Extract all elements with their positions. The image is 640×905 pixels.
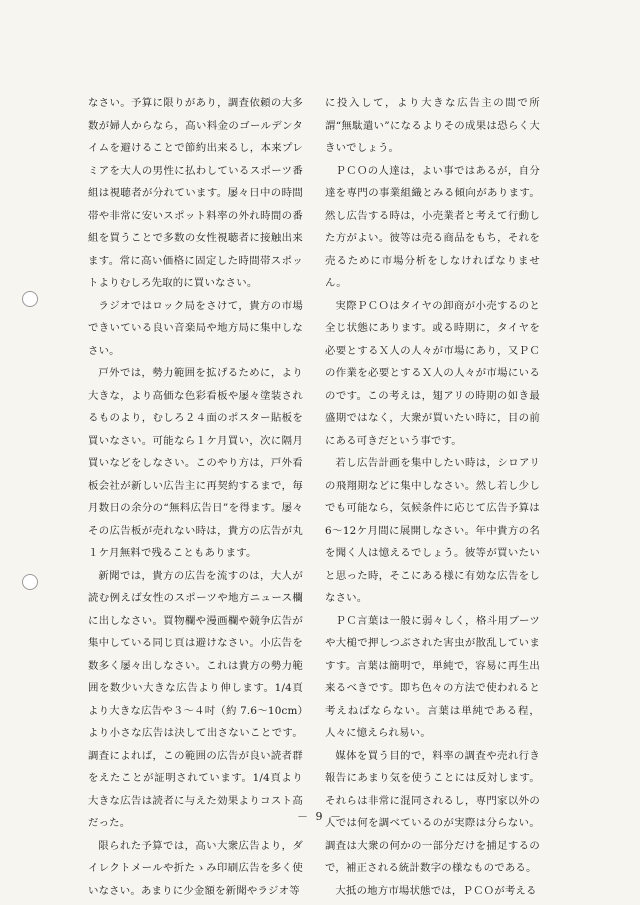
paragraph: 大抵の地方市場状態では，ＰＣＯが考える: [335, 884, 537, 897]
paragraph: ＰＣＯの人達は，よい事ではあるが，自分達を専門の事業組織とみる傾向があります。然し広告する時は，小売業者と考えて行動した方がよい。彼等は売る商品をもち，それを売るために市場分析をしなければなりません。: [325, 164, 540, 289]
paragraph: ＰＣ言葉は一般に弱々しく，格斗用ブーツや大槌で押しつぶされた害虫が散乱していますす。言葉は簡明で，単純で，容易に再生出来るべきです。即ち色々の方法で使われると考えねばならない。言葉は単純である程，人々に憶えられ易い。: [325, 614, 540, 739]
left-text-column: [88, 92, 303, 902]
right-text-column: [325, 92, 540, 902]
page-number: － 9 －: [297, 810, 343, 823]
paragraph: なさい。予算に限りがあり，調査依頼の大多数が婦人からなら，高い料金のゴールデンタイムを避けることで節約出来るし，本来プレミアを大人の男性に払わしているスポーツ番組は視聴者が分れています。屡々日中の時間帯や非常に安いスポット料率の外れ時間の番組を買うことで多数の女性視聴者に接触出来ます。常に高い価格に固定した時間帯スポットよりむしろ先取的に買いなさい。: [88, 97, 303, 289]
paragraph: 新聞では，貴方の広告を流すのは，大人が読む例えば女性のスポーツや地方ニュース欄に出しなさい。買物欄や漫画欄や競争広告が集中している同じ頁は避けなさい。小広告を数多く屡々出しなさい。これは貴方の勢力範囲を数少い大きな広告より伸します。1/4頁より大きな広告や３～４吋（約 7.6～10cm）より小さな広告は決して出さないことです。調査によれば，この範囲の広告が良い読者群をえたことが証明されています。1/4頁より大きな広告は読者に与えた効果よりコスト高だった。: [88, 569, 303, 829]
binder-hole-bottom: [22, 574, 38, 590]
paragraph: 戸外では，勢力範囲を拡げるために，より大きな，より高価な色彩看板や屡々塗装されるものより，むしろ２４面のポスター貼板を買いなさい。可能なら１ケ月買い，次に隔月買いなどをしなさい。このやり方は，戸外看板会社が新しい広告主に再契約するまで，毎月数日の余分の“無料広告日”を得ます。屡々その広告板が売れない時は，貴方の広告が丸１ケ月無料で残ることもあります。: [88, 367, 303, 559]
paragraph: 実際ＰＣＯはタイヤの卸商が小売するのと全じ状態にあります。或る時期に，タイヤを必要とするＸ人の人々が市場にあり，又ＰＣの作業を必要とするＸ人の人々が市場にいるのです。この考えは，翅アリの時期の如き最盛期ではなく，大衆が買いたい時に，目の前にある可きだという事です。: [325, 299, 540, 447]
paragraph: 若し広告計画を集中したい時は，シロアリの飛翔期などに集中しなさい。然し若し少しでも可能なら，気候条件に応じて広告予算は6～12ケ月間に展開しなさい。年中貴方の名を聞く人は憶えるでしょう。彼等が買いたいと思った時，そこにある様に有効な広告をしなさい。: [325, 457, 540, 604]
paragraph: 限られた予算では，高い大衆広告より，ダイレクトメールや折たゝみ印刷広告を多く使いなさい。あまりに少金額を新聞やラジオ等: [88, 839, 303, 897]
binder-hole-top: [22, 291, 38, 307]
paragraph: に投入して，より大きな広告主の間で所謂“無駄遣い”になるよりその成果は恐らく大きいでしょう。: [325, 97, 540, 154]
paragraph: 媒体を買う目的で，料率の調査や売れ行き報告にあまり気を使うことには反対します。それらは非常に混同されるし，専門家以外の人では何を調べているのが実際は分らない。調査は大衆の何かの一部分だけを捕足するので，補正される統計数字の様なものである。: [325, 749, 540, 874]
paragraph: ラジオではロック局をさけて，貴方の市場できいている良い音楽局や地方局に集中しなさい。: [88, 299, 303, 357]
